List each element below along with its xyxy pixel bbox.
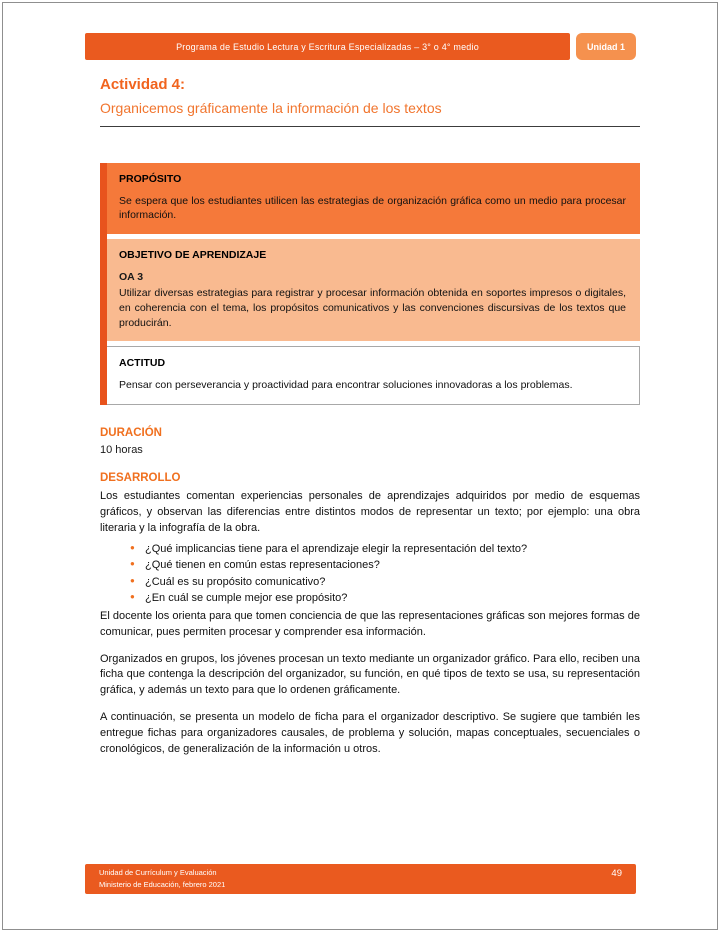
objetivo-body: Utilizar diversas estrategias para registrar y procesar información obtenida en soportes impresos o digitales, en coherencia con el tema, los propósitos comunicativos y las convenciones discursivas de los textos que producirán.	[119, 287, 626, 329]
list-item: ● ¿Qué tienen en común estas representaciones?	[130, 557, 640, 574]
duracion-value: 10 horas	[100, 443, 143, 456]
activity-subtitle: Organicemos gráficamente la información de los textos	[100, 99, 442, 116]
desarrollo-block	[100, 472, 640, 758]
title-divider	[100, 126, 640, 127]
desarrollo-intro: Los estudiantes comentan experiencias personales de aprendizajes adquiridos por medio de esquemas gráficos, y observan las diferencias entre distintos modos de representar un texto; por ejemplo: una obra literaria y la infografía de la obra.	[100, 489, 640, 534]
duracion-heading: DURACIÓN	[100, 426, 162, 439]
actitud-heading: ACTITUD	[119, 357, 166, 370]
info-box	[100, 163, 640, 405]
proposito-body: Se espera que los estudiantes utilicen las estrategias de organización gráfica como un medio para procesar información.	[119, 194, 626, 222]
footer-credits	[99, 867, 225, 891]
page-header	[85, 33, 636, 60]
program-title-bar	[85, 33, 570, 60]
desarrollo-heading: DESARROLLO	[100, 471, 181, 484]
unit-badge-label: Unidad 1	[586, 41, 625, 52]
desarrollo-paragraph: Organizados en grupos, los jóvenes procesan un texto mediante un organizador gráfico. Para ello, reciben una ficha que contenga la descripción del organizador, su función, en qué tipos de texto se usa, su representación gráfica, y además un texto para que lo ordenen gráficamente.	[100, 652, 640, 697]
actitud-body: Pensar con perseverancia y proactividad para encontrar soluciones innovadoras a los problemas.	[119, 379, 573, 392]
unit-badge	[576, 33, 636, 60]
desarrollo-paragraph: A continuación, se presenta un modelo de ficha para el organizador descriptivo. Se sugiere que también les entregue fichas para organizadores causales, de problema y solución, mapas conceptuales, secuenciales o cronológicos, de generalización de la información u otros.	[100, 711, 640, 756]
footer-line1: Unidad de Currículum y Evaluación	[99, 868, 217, 877]
document-body	[100, 76, 640, 758]
activity-title: Actividad 4:	[100, 76, 186, 93]
question-list	[130, 541, 640, 607]
proposito-heading: PROPÓSITO	[119, 172, 182, 185]
program-title: Programa de Estudio Lectura y Escritura Especializadas – 3° o 4° medio	[176, 41, 479, 52]
list-item: ● ¿Qué implicancias tiene para el aprendizaje elegir la representación del texto?	[130, 541, 640, 558]
page-number: 49	[611, 868, 622, 879]
objetivo-section	[107, 239, 640, 341]
duracion-block	[100, 427, 640, 456]
objetivo-heading: OBJETIVO DE APRENDIZAJE	[119, 249, 267, 261]
desarrollo-paragraph: El docente los orienta para que tomen conciencia de que las representaciones gráficas son mejores formas de comunicar, pues permiten procesar y comprender esa información.	[100, 609, 640, 638]
page-footer	[85, 864, 636, 894]
oa-code: OA 3	[119, 270, 144, 283]
proposito-section	[107, 163, 640, 234]
footer-line2: Ministerio de Educación, febrero 2021	[99, 880, 226, 889]
actitud-section	[107, 346, 640, 404]
list-item: ● ¿Cuál es su propósito comunicativo?	[130, 574, 640, 591]
list-item: ● ¿En cuál se cumple mejor ese propósito?	[130, 590, 640, 607]
